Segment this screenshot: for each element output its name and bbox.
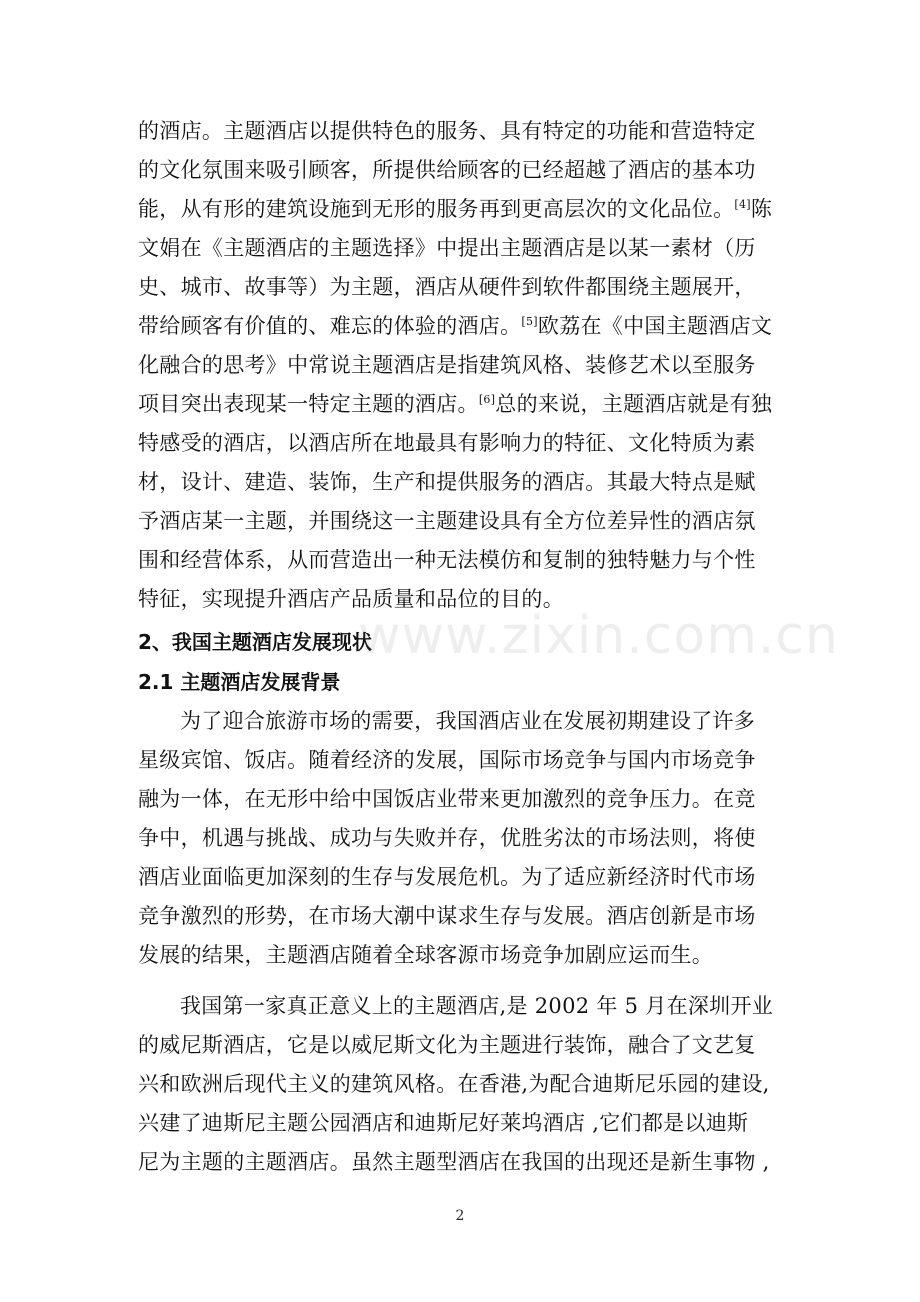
text-line: 特征，实现提升酒店产品质量和品位的目的。 bbox=[138, 587, 564, 611]
text-line: 争中，机遇与挑战、成功与失败并存，优胜劣汰的市场法则，将使 bbox=[138, 826, 756, 850]
text-line: 我国第一家真正意义上的主题酒店,是 2002 年 5 月在深圳开业 bbox=[180, 994, 774, 1018]
text-line: 化融合的思考》中常说主题酒店是指建筑风格、装修艺术以至服务 bbox=[138, 353, 756, 377]
text-line: 兴和欧洲后现代主义的建筑风格。在香港,为配合迪斯尼乐园的建设, bbox=[138, 1072, 770, 1096]
text-line: 为了迎合旅游市场的需要，我国酒店业在发展初期建设了许多 bbox=[180, 709, 756, 733]
text-line: 星级宾馆、饭店。随着经济的发展，国际市场竞争与国内市场竞争 bbox=[138, 748, 756, 772]
text-line: 特感受的酒店，以酒店所在地最具有影响力的特征、文化特质为素 bbox=[138, 431, 756, 455]
text-line: 材，设计、建造、装饰，生产和提供服务的酒店。其最大特点是赋 bbox=[138, 470, 756, 494]
text-line: 尼为主题的主题酒店。虽然主题型酒店在我国的出现还是新生事物 , bbox=[138, 1150, 770, 1174]
section-heading-2-1: 2.1 主题酒店发展背景 bbox=[138, 670, 341, 694]
paragraph-theme-hotel-definition bbox=[138, 112, 783, 619]
text-line: 的酒店。主题酒店以提供特色的服务、具有特定的功能和营造特定 bbox=[138, 119, 756, 143]
section-heading-2: 2、我国主题酒店发展现状 bbox=[138, 630, 372, 654]
text-line: 史、城市、故事等）为主题，酒店从硬件到软件都围绕主题展开， bbox=[138, 275, 756, 299]
citation-ref-6: [6] bbox=[478, 393, 496, 406]
text-line: 文娟在《主题酒店的主题选择》中提出主题酒店是以某一素材（历 bbox=[138, 236, 756, 260]
text-line: 发展的结果，主题酒店随着全球客源市场竞争加剧应运而生。 bbox=[138, 943, 714, 967]
watermark: www.zixin.com.cn bbox=[358, 606, 839, 666]
text-line: 兴建了迪斯尼主题公园酒店和迪斯尼好莱坞酒店 ,它们都是以迪斯 bbox=[138, 1111, 749, 1135]
citation-ref-5: [5] bbox=[521, 315, 538, 328]
text-line: 的威尼斯酒店，它是以威尼斯文化为主题进行装饰，融合了文艺复 bbox=[138, 1033, 756, 1057]
text-line: 的文化氛围来吸引顾客，所提供给顾客的已经超越了酒店的基本功 bbox=[138, 158, 756, 182]
paragraph-development-background bbox=[138, 702, 783, 975]
paragraph-first-theme-hotel bbox=[138, 987, 783, 1182]
text-line: 项目突出表现某一特定主题的酒店。[6]总的来说，主题酒店就是有独 bbox=[138, 392, 773, 416]
citation-ref-4: [4] bbox=[734, 198, 751, 211]
text-line: 融为一体，在无形中给中国饭店业带来更加激烈的竞争压力。在竞 bbox=[138, 787, 756, 811]
page-number: 2 bbox=[455, 1208, 465, 1224]
paragraph-gap bbox=[138, 975, 783, 987]
text-line: 予酒店某一主题，并围绕这一主题建设具有全方位差异性的酒店氛 bbox=[138, 509, 756, 533]
text-line: 围和经营体系，从而营造出一种无法模仿和复制的独特魅力与个性 bbox=[138, 548, 756, 572]
text-line: 能，从有形的建筑设施到无形的服务再到更高层次的文化品位。[4]陈 bbox=[138, 197, 773, 221]
text-line: 酒店业面临更加深刻的生存与发展危机。为了适应新经济时代市场 bbox=[138, 865, 756, 889]
text-line: 带给顾客有价值的、难忘的体验的酒店。[5]欧荔在《中国主题酒店文 bbox=[138, 314, 773, 338]
text-line: 竞争激烈的形势，在市场大潮中谋求生存与发展。酒店创新是市场 bbox=[138, 904, 756, 928]
